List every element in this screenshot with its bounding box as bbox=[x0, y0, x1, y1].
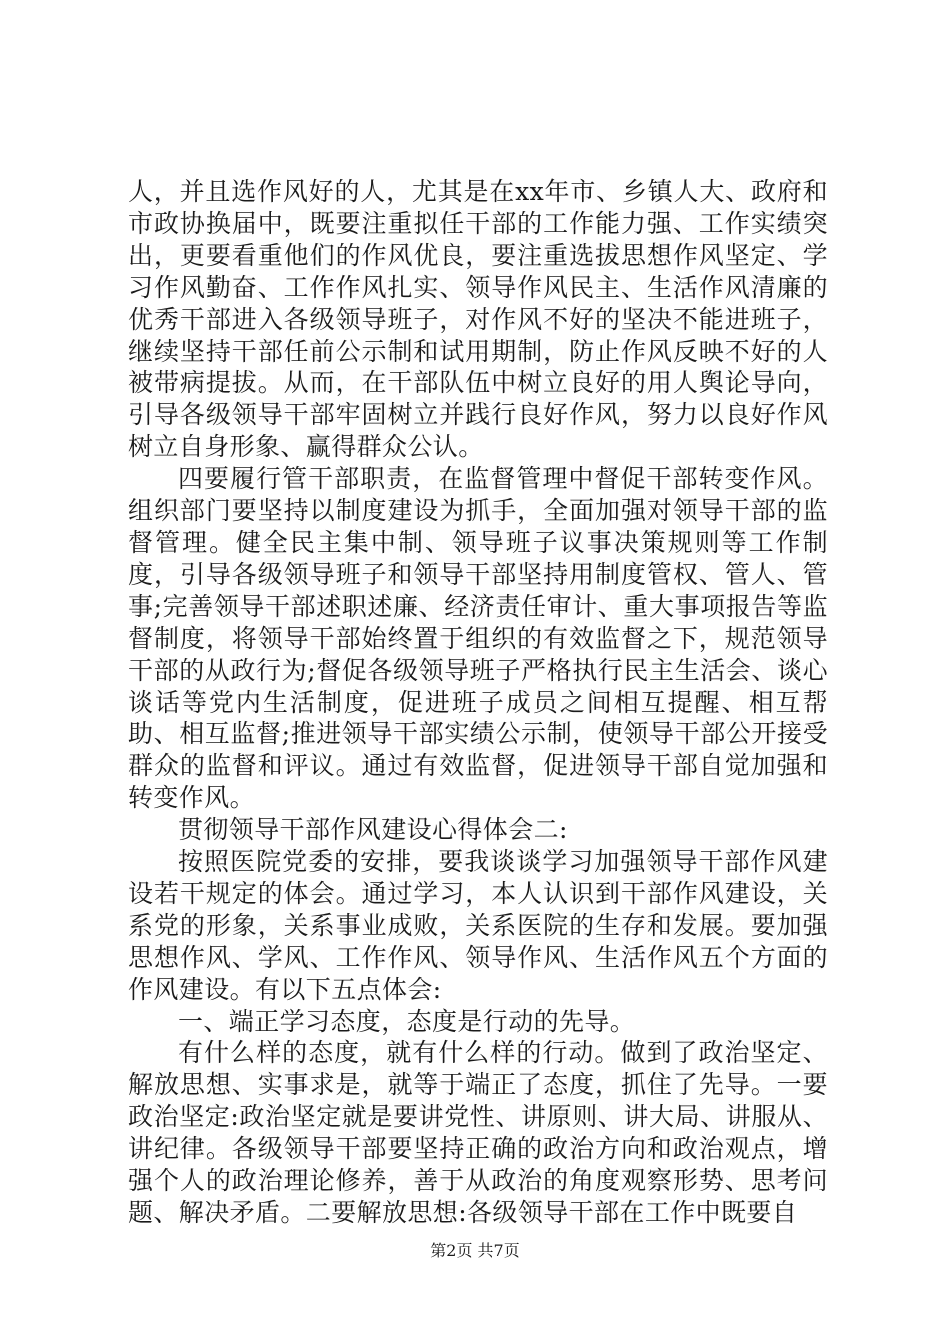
point-heading-1: 一、端正学习态度，态度是行动的先导。 bbox=[178, 1006, 636, 1036]
paragraph-1: 人，并且选作风好的人，尤其是在xx年市、乡镇人大、政府和市政协换届中，既要注重拟任干部的工作能力强、工作实绩突出，更要看重他们的作风优良，要注重选拔思想作风坚定、学习作风勤奋、工作作风扎实、领导作风民主、生活作风清廉的优秀干部进入各级领导班子，对作风不好的坚决不能进班子，继续坚持干部任前公示制和试用期制，防止作风反映不好的人被带病提拔。从而，在干部队伍中树立良好的用人舆论导向，引导各级领导干部牢固树立并践行良好作风，努力以良好作风树立自身形象、赢得群众公认。 bbox=[128, 177, 828, 462]
paragraph-2: 四要履行管干部职责，在监督管理中督促干部转变作风。组织部门要坚持以制度建设为抓手，全面加强对领导干部的监督管理。健全民主集中制、领导班子议事决策规则等工作制度，引导各级领导班子和领导干部坚持用制度管权、管人、管事;完善领导干部述职述廉、经济责任审计、重大事项报告等监督制度，将领导干部始终置于组织的有效监督之下，规范领导干部的从政行为;督促各级领导班子严格执行民主生活会、谈心谈话等党内生活制度，促进班子成员之间相互提醒、相互帮助、相互监督;推进领导干部实绩公示制，使领导干部公开接受群众的监督和评议。通过有效监督，促进领导干部自觉加强和转变作风。 bbox=[128, 464, 828, 813]
paragraph-3: 按照医院党委的安排，要我谈谈学习加强领导干部作风建设若干规定的体会。通过学习，本人认识到干部作风建设，关系党的形象，关系事业成败，关系医院的生存和发展。要加强思想作风、学风、工作作风、领导作风、生活作风五个方面的作风建设。有以下五点体会: bbox=[128, 847, 828, 1004]
section-heading: 贯彻领导干部作风建设心得体会二: bbox=[178, 815, 568, 845]
document-body bbox=[128, 176, 828, 1229]
page-number-footer: 第2页 共7页 bbox=[430, 1241, 520, 1260]
paragraph-4: 有什么样的态度，就有什么样的行动。做到了政治坚定、解放思想、实事求是，就等于端正了态度，抓住了先导。一要政治坚定:政治坚定就是要讲党性、讲原则、讲大局、讲服从、讲纪律。各级领导干部要坚持正确的政治方向和政治观点，增强个人的政治理论修养，善于从政治的角度观察形势、思考问题、解决矛盾。二要解放思想:各级领导干部在工作中既要自 bbox=[128, 1038, 828, 1227]
